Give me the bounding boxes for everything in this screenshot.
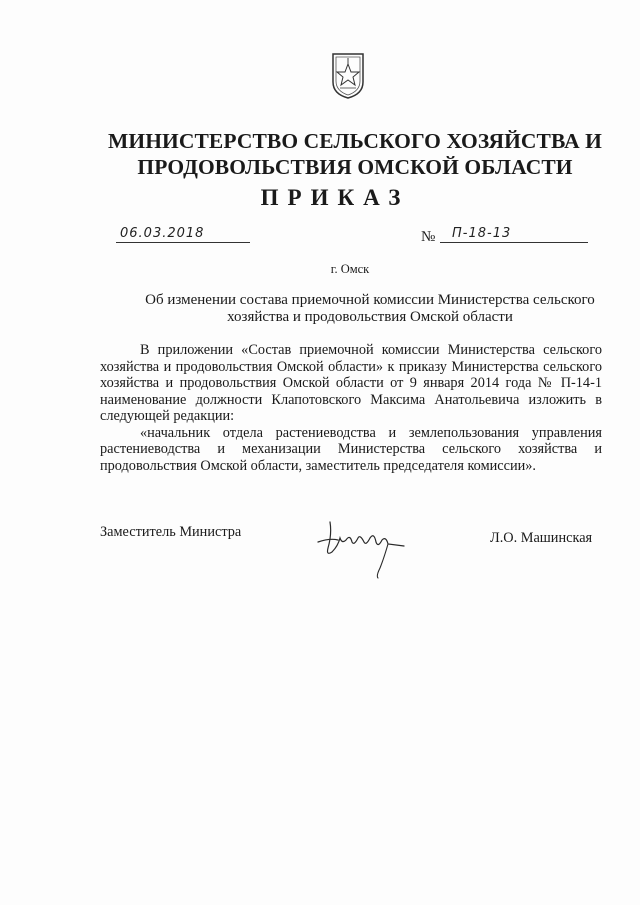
body-paragraph: «начальник отдела растениеводства и землепользования управления растениеводства и механизации Министерства сельского хозяйства и продовольствия Омской области, заместитель председателя комиссии».	[100, 424, 602, 474]
body-text	[100, 342, 602, 474]
number-sign: №	[421, 229, 436, 245]
ministry-title-line2: ПРОДОВОЛЬСТВИЯ ОМСКОЙ ОБЛАСТИ	[137, 155, 573, 179]
number-field	[440, 226, 588, 243]
signature-icon	[310, 508, 410, 580]
ministry-title-line1: МИНИСТЕРСТВО СЕЛЬСКОГО ХОЗЯЙСТВА И	[107, 129, 602, 153]
ministry-title	[60, 128, 640, 180]
subject-heading	[130, 292, 610, 326]
date-value: 06.03.2018	[120, 226, 205, 241]
coat-of-arms-icon	[331, 52, 365, 100]
city-label: г. Омск	[330, 262, 370, 276]
subject-line2: хозяйства и продовольствия Омской области	[227, 309, 513, 325]
body-paragraph: В приложении «Состав приемочной комиссии Министерства сельского хозяйства и продовольствия Омской области» к приказу Министерства сельского хозяйства и продовольствия Омской области от 9 января 2014 года № П-14-1 наименование должности Клапотовского Максима Анатольевича изложить в следующей редакции:	[100, 342, 602, 424]
subject-line1: Об изменении состава приемочной комиссии Министерства сельского	[145, 292, 595, 308]
date-field	[116, 226, 250, 243]
signatory-role: Заместитель Министра	[100, 524, 242, 540]
number-value: П-18-13	[452, 226, 512, 241]
signatory-name: Л.О. Машинская	[490, 530, 593, 546]
document-type: ПРИКАЗ	[260, 185, 410, 210]
